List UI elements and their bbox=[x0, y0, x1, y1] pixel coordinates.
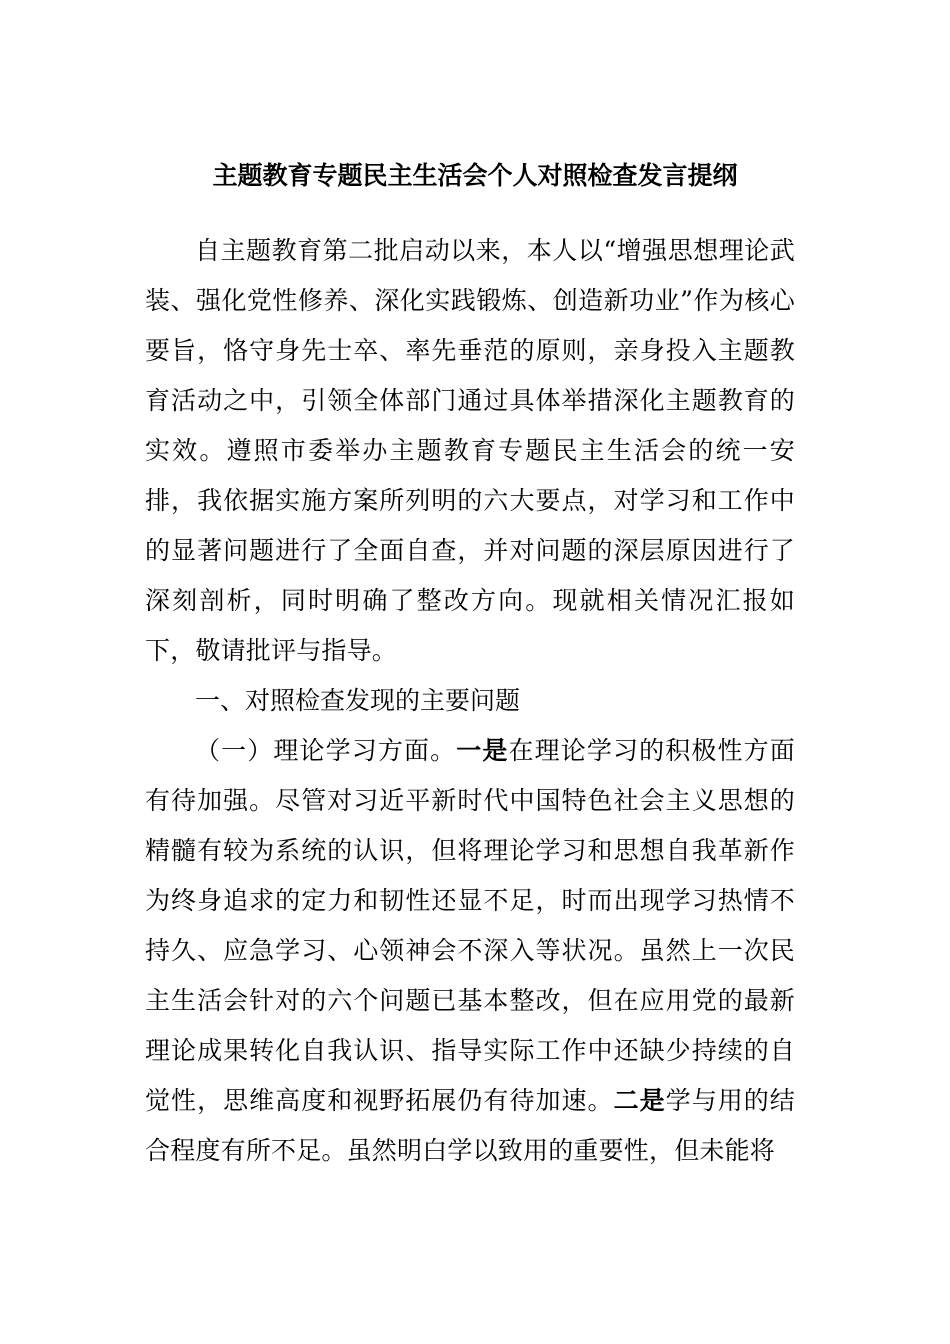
point1-label: 一是 bbox=[456, 736, 509, 765]
section-heading: 一、对照检查发现的主要问题 bbox=[195, 686, 521, 715]
point2-label: 二是 bbox=[613, 1086, 666, 1115]
document-title: 主题教育专题民主生活会个人对照检查发言提纲 bbox=[212, 161, 738, 190]
document-body bbox=[145, 226, 795, 1176]
point1-text: 在理论学习的积极性方面有待加强。尽管对习近平新时代中国特色社会主义思想的精髓有较为系统的认识，但将理论学习和思想自我革新作为终身追求的定力和韧性还显不足，时而出现学习热情不持久、应急学习、心领神会不深入等状况。虽然上一次民主生活会针对的六个问题已基本整改，但在应用党的最新理论成果转化自我认识、指导实际工作中还缺少持续的自觉性，思维高度和视野拓展仍有待加速。 bbox=[145, 736, 795, 1115]
intro-paragraph: 自主题教育第二批启动以来，本人以“增强思想理论武装、强化党性修养、深化实践锻炼、创造新功业”作为核心要旨，恪守身先士卒、率先垂范的原则，亲身投入主题教育活动之中，引领全体部门通过具体举措深化主题教育的实效。遵照市委举办主题教育专题民主生活会的统一安排，我依据实施方案所列明的六大要点，对学习和工作中的显著问题进行了全面自查，并对问题的深层原因进行了深刻剖析，同时明确了整改方向。现就相关情况汇报如下，敬请批评与指导。 bbox=[145, 236, 795, 665]
point2-text: 学与用的结合程度有所不足。虽然明白学以致用的重要性，但未能将 bbox=[145, 1086, 796, 1165]
subsection-prefix: （一）理论学习方面。 bbox=[195, 736, 457, 765]
subsection-paragraph bbox=[145, 726, 795, 1176]
